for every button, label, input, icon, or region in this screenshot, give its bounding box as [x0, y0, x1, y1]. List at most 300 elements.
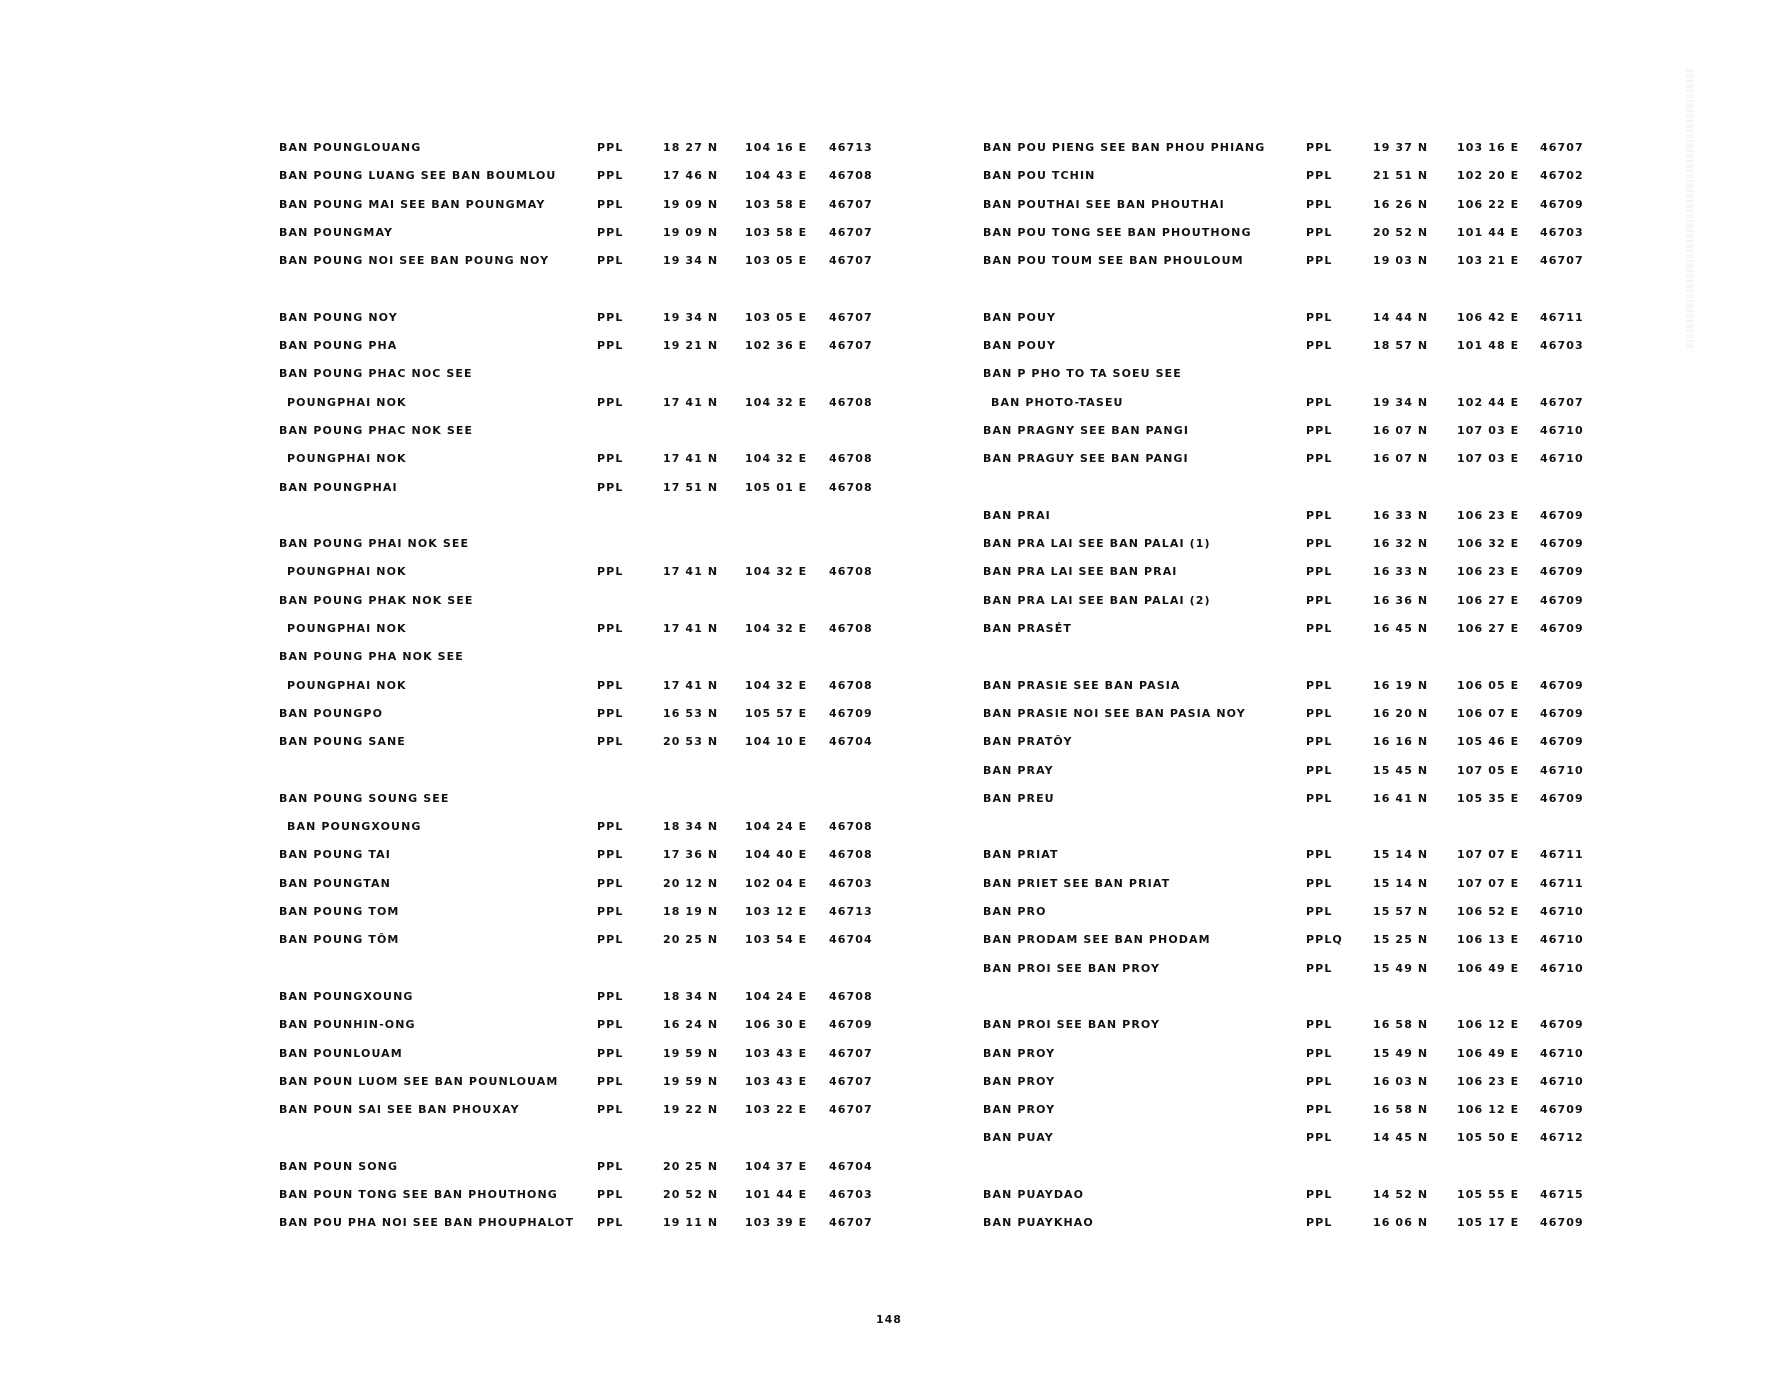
place-name: BAN PRO — [983, 905, 1047, 919]
map-code: 46709 — [1540, 706, 1584, 720]
map-code: 46711 — [1540, 310, 1584, 324]
gazetteer-entry — [983, 898, 1603, 926]
feature-type: PPL — [597, 1018, 624, 1032]
gazetteer-entry — [983, 700, 1603, 728]
latitude: 20 12 N — [663, 876, 719, 890]
map-code: 46707 — [829, 254, 873, 268]
feature-type: PPL — [1306, 452, 1333, 466]
map-code: 46709 — [1540, 565, 1584, 579]
longitude: 106 49 E — [1457, 1046, 1520, 1060]
gazetteer-entry — [983, 134, 1603, 162]
longitude: 104 40 E — [745, 848, 808, 862]
feature-type: PPL — [1306, 961, 1333, 975]
gazetteer-entry — [279, 134, 899, 162]
feature-type: PPL — [1306, 508, 1333, 522]
gazetteer-entry — [983, 672, 1603, 700]
gazetteer-entry — [279, 445, 899, 473]
blank-row — [983, 474, 1603, 502]
map-code: 46710 — [1540, 452, 1584, 466]
feature-type: PPL — [597, 905, 624, 919]
longitude: 106 13 E — [1457, 933, 1520, 947]
latitude: 16 07 N — [1373, 423, 1429, 437]
gazetteer-entry — [983, 247, 1603, 275]
map-code: 46703 — [829, 876, 873, 890]
gazetteer-entry — [279, 360, 899, 388]
gazetteer-entry — [983, 417, 1603, 445]
gazetteer-entry — [279, 1040, 899, 1068]
blank-row — [279, 1124, 899, 1152]
place-name: BAN PROY — [983, 1103, 1056, 1117]
gazetteer-entry — [279, 672, 899, 700]
latitude: 15 25 N — [1373, 933, 1429, 947]
map-code: 46708 — [829, 678, 873, 692]
place-name: BAN POUN SONG — [279, 1159, 399, 1173]
gazetteer-entry — [279, 332, 899, 360]
place-name: BAN POUNG PHAC NOK SEE — [279, 423, 474, 437]
longitude: 103 21 E — [1457, 254, 1520, 268]
latitude: 14 52 N — [1373, 1187, 1429, 1201]
place-name: BAN PROY — [983, 1074, 1056, 1088]
place-name: BAN PUAYDAO — [983, 1187, 1085, 1201]
feature-type: PPL — [1306, 622, 1333, 636]
feature-type: PPL — [1306, 169, 1333, 183]
gazetteer-entry — [279, 841, 899, 869]
place-name: BAN POUN SAI SEE BAN PHOUXAY — [279, 1103, 520, 1117]
map-code: 46709 — [1540, 197, 1584, 211]
longitude: 103 58 E — [745, 197, 808, 211]
place-name: BAN POUNGLOUANG — [279, 141, 422, 154]
right-column — [983, 134, 1603, 1238]
gazetteer-entry — [983, 926, 1603, 954]
gazetteer-entry — [279, 813, 899, 841]
blank-row — [279, 757, 899, 785]
latitude: 19 34 N — [663, 310, 719, 324]
latitude: 16 26 N — [1373, 197, 1429, 211]
feature-type: PPL — [597, 339, 624, 353]
place-name: BAN POUNG PHAC NOC SEE — [279, 367, 473, 381]
feature-type: PPL — [597, 1074, 624, 1088]
map-code: 46707 — [829, 1046, 873, 1060]
gazetteer-entry — [279, 926, 899, 954]
latitude: 20 25 N — [663, 933, 719, 947]
latitude: 18 34 N — [663, 820, 719, 834]
longitude: 103 39 E — [745, 1216, 808, 1230]
map-code: 46708 — [829, 848, 873, 862]
gazetteer-entry — [983, 1011, 1603, 1039]
latitude: 18 27 N — [663, 141, 719, 154]
gazetteer-entry — [279, 162, 899, 190]
longitude: 105 55 E — [1457, 1187, 1520, 1201]
gazetteer-entry — [983, 1124, 1603, 1152]
feature-type: PPL — [597, 197, 624, 211]
map-code: 46707 — [1540, 254, 1584, 268]
latitude: 16 41 N — [1373, 791, 1429, 805]
place-name: BAN POU TOUM SEE BAN PHOULOUM — [983, 254, 1244, 268]
feature-type: PPL — [1306, 1131, 1333, 1145]
longitude: 107 03 E — [1457, 452, 1520, 466]
feature-type: PPL — [597, 622, 624, 636]
longitude: 106 23 E — [1457, 565, 1520, 579]
gazetteer-entry — [279, 1209, 899, 1237]
longitude: 103 22 E — [745, 1103, 808, 1117]
longitude: 104 43 E — [745, 169, 808, 183]
longitude: 104 24 E — [745, 989, 808, 1003]
longitude: 102 04 E — [745, 876, 808, 890]
longitude: 106 12 E — [1457, 1103, 1520, 1117]
map-code: 46709 — [1540, 1103, 1584, 1117]
place-name: BAN PROI SEE BAN PROY — [983, 961, 1161, 975]
place-name: BAN POUNG LUANG SEE BAN BOUMLOU — [279, 169, 557, 183]
latitude: 20 25 N — [663, 1159, 719, 1173]
map-code: 46708 — [829, 622, 873, 636]
longitude: 105 46 E — [1457, 735, 1520, 749]
latitude: 16 33 N — [1373, 565, 1429, 579]
longitude: 102 36 E — [745, 339, 808, 353]
place-name: BAN POUTHAI SEE BAN PHOUTHAI — [983, 197, 1225, 211]
place-name: BAN PRIAT — [983, 848, 1059, 862]
latitude: 15 49 N — [1373, 961, 1429, 975]
map-code: 46707 — [829, 197, 873, 211]
map-code: 46708 — [829, 395, 873, 409]
place-name: BAN POUN LUOM SEE BAN POUNLOUAM — [279, 1074, 559, 1088]
feature-type: PPL — [1306, 763, 1333, 777]
longitude: 104 32 E — [745, 678, 808, 692]
latitude: 15 45 N — [1373, 763, 1429, 777]
place-name: POUNGPHAI NOK — [287, 395, 407, 409]
map-code: 46708 — [829, 480, 873, 494]
latitude: 16 16 N — [1373, 735, 1429, 749]
latitude: 20 52 N — [1373, 225, 1429, 239]
place-name: BAN P PHO TO TA SOEU SEE — [983, 367, 1182, 381]
place-name: BAN PRASIE SEE BAN PASIA — [983, 678, 1181, 692]
scan-artifact — [1686, 70, 1694, 350]
feature-type: PPL — [597, 876, 624, 890]
place-name: BAN PRAGNY SEE BAN PANGI — [983, 423, 1190, 437]
latitude: 15 14 N — [1373, 848, 1429, 862]
latitude: 19 22 N — [663, 1103, 719, 1117]
feature-type: PPL — [597, 735, 624, 749]
place-name: BAN PRASIE NOI SEE BAN PASIA NOY — [983, 706, 1246, 720]
latitude: 15 57 N — [1373, 905, 1429, 919]
longitude: 104 10 E — [745, 735, 808, 749]
longitude: 104 32 E — [745, 395, 808, 409]
longitude: 101 44 E — [1457, 225, 1520, 239]
latitude: 19 59 N — [663, 1046, 719, 1060]
gazetteer-entry — [983, 1096, 1603, 1124]
map-code: 46709 — [1540, 1216, 1584, 1230]
gazetteer-entry — [279, 615, 899, 643]
gazetteer-entry — [983, 955, 1603, 983]
feature-type: PPL — [1306, 141, 1333, 154]
map-code: 46710 — [1540, 933, 1584, 947]
feature-type: PPL — [1306, 310, 1333, 324]
gazetteer-entry — [279, 1011, 899, 1039]
longitude: 102 20 E — [1457, 169, 1520, 183]
feature-type: PPL — [1306, 1018, 1333, 1032]
place-name: BAN POU PHA NOI SEE BAN PHOUPHALOT — [279, 1216, 575, 1230]
latitude: 14 44 N — [1373, 310, 1429, 324]
place-name: BAN POUNG PHA NOK SEE — [279, 650, 464, 664]
map-code: 46708 — [829, 820, 873, 834]
gazetteer-entry — [279, 558, 899, 586]
longitude: 104 32 E — [745, 565, 808, 579]
place-name: BAN POUNG SANE — [279, 735, 406, 749]
longitude: 105 01 E — [745, 480, 808, 494]
map-code: 46707 — [829, 225, 873, 239]
map-code: 46708 — [829, 169, 873, 183]
latitude: 19 11 N — [663, 1216, 719, 1230]
gazetteer-entry — [279, 728, 899, 756]
place-name: BAN PUAYKHAO — [983, 1216, 1094, 1230]
gazetteer-entry — [983, 728, 1603, 756]
gazetteer-entry — [983, 558, 1603, 586]
blank-row — [983, 643, 1603, 671]
place-name: BAN POU TCHIN — [983, 169, 1096, 183]
place-name: BAN PRODAM SEE BAN PHODAM — [983, 933, 1211, 947]
place-name: BAN POUNG PHAI NOK SEE — [279, 537, 470, 551]
gazetteer-entry — [279, 870, 899, 898]
place-name: BAN POU PIENG SEE BAN PHOU PHIANG — [983, 141, 1266, 154]
map-code: 46710 — [1540, 905, 1584, 919]
map-code: 46710 — [1540, 1046, 1584, 1060]
place-name: BAN POUN TONG SEE BAN PHOUTHONG — [279, 1187, 558, 1201]
feature-type: PPL — [597, 933, 624, 947]
feature-type: PPL — [1306, 537, 1333, 551]
map-code: 46709 — [1540, 735, 1584, 749]
latitude: 15 14 N — [1373, 876, 1429, 890]
latitude: 20 52 N — [663, 1187, 719, 1201]
place-name: BAN PROY — [983, 1046, 1056, 1060]
feature-type: PPL — [597, 706, 624, 720]
longitude: 106 07 E — [1457, 706, 1520, 720]
latitude: 18 19 N — [663, 905, 719, 919]
map-code: 46709 — [829, 1018, 873, 1032]
longitude: 103 54 E — [745, 933, 808, 947]
latitude: 16 58 N — [1373, 1018, 1429, 1032]
place-name: BAN POUNG NOY — [279, 310, 398, 324]
place-name: BAN POUNG PHA — [279, 339, 398, 353]
latitude: 17 41 N — [663, 452, 719, 466]
place-name: BAN POUNGTAN — [279, 876, 391, 890]
longitude: 107 07 E — [1457, 848, 1520, 862]
gazetteer-entry — [983, 332, 1603, 360]
gazetteer-entry — [983, 587, 1603, 615]
longitude: 103 05 E — [745, 310, 808, 324]
map-code: 46710 — [1540, 961, 1584, 975]
gazetteer-entry — [983, 785, 1603, 813]
map-code: 46710 — [1540, 423, 1584, 437]
longitude: 103 58 E — [745, 225, 808, 239]
latitude: 17 51 N — [663, 480, 719, 494]
map-code: 46703 — [1540, 339, 1584, 353]
map-code: 46711 — [1540, 876, 1584, 890]
map-code: 46709 — [1540, 791, 1584, 805]
feature-type: PPL — [597, 310, 624, 324]
longitude: 106 22 E — [1457, 197, 1520, 211]
gazetteer-entry — [279, 983, 899, 1011]
longitude: 103 43 E — [745, 1074, 808, 1088]
feature-type: PPL — [597, 225, 624, 239]
longitude: 106 30 E — [745, 1018, 808, 1032]
latitude: 19 37 N — [1373, 141, 1429, 154]
longitude: 105 57 E — [745, 706, 808, 720]
latitude: 20 53 N — [663, 735, 719, 749]
longitude: 107 05 E — [1457, 763, 1520, 777]
gazetteer-entry — [279, 1096, 899, 1124]
place-name: BAN POUNG TOM — [279, 905, 400, 919]
feature-type: PPL — [597, 1046, 624, 1060]
feature-type: PPL — [597, 395, 624, 409]
latitude: 16 32 N — [1373, 537, 1429, 551]
gazetteer-entry — [279, 1068, 899, 1096]
gazetteer-entry — [983, 870, 1603, 898]
feature-type: PPL — [1306, 1103, 1333, 1117]
latitude: 16 53 N — [663, 706, 719, 720]
place-name: BAN POUNLOUAM — [279, 1046, 403, 1060]
place-name: BAN POUNGPO — [279, 706, 384, 720]
map-code: 46707 — [829, 1216, 873, 1230]
feature-type: PPL — [597, 1216, 624, 1230]
blank-row — [983, 1153, 1603, 1181]
place-name: BAN PRA LAI SEE BAN PRAI — [983, 565, 1178, 579]
longitude: 105 35 E — [1457, 791, 1520, 805]
map-code: 46703 — [829, 1187, 873, 1201]
place-name: BAN PHOTO-TASEU — [991, 395, 1124, 409]
map-code: 46708 — [829, 989, 873, 1003]
map-code: 46709 — [1540, 678, 1584, 692]
map-code: 46713 — [829, 905, 873, 919]
longitude: 106 52 E — [1457, 905, 1520, 919]
longitude: 103 43 E — [745, 1046, 808, 1060]
place-name: BAN POUNHIN-ONG — [279, 1018, 416, 1032]
longitude: 104 16 E — [745, 141, 808, 154]
feature-type: PPL — [597, 848, 624, 862]
place-name: BAN POUNG TAI — [279, 848, 391, 862]
longitude: 106 42 E — [1457, 310, 1520, 324]
map-code: 46707 — [829, 310, 873, 324]
place-name: BAN PRASÉT — [983, 622, 1072, 636]
feature-type: PPL — [597, 141, 624, 154]
feature-type: PPL — [1306, 1216, 1333, 1230]
blank-row — [279, 502, 899, 530]
feature-type: PPL — [1306, 339, 1333, 353]
map-code: 46703 — [1540, 225, 1584, 239]
left-column — [279, 134, 899, 1238]
feature-type: PPL — [1306, 678, 1333, 692]
place-name: BAN POUNGXOUNG — [279, 989, 414, 1003]
place-name: BAN PREU — [983, 791, 1055, 805]
longitude: 103 12 E — [745, 905, 808, 919]
map-code: 46707 — [829, 339, 873, 353]
latitude: 17 41 N — [663, 678, 719, 692]
gazetteer-entry — [279, 785, 899, 813]
longitude: 106 23 E — [1457, 508, 1520, 522]
map-code: 46707 — [829, 1103, 873, 1117]
place-name: BAN POUNGPHAI — [279, 480, 398, 494]
latitude: 18 34 N — [663, 989, 719, 1003]
latitude: 17 41 N — [663, 395, 719, 409]
place-name: POUNGPHAI NOK — [287, 452, 407, 466]
map-code: 46708 — [829, 565, 873, 579]
feature-type: PPL — [1306, 423, 1333, 437]
longitude: 105 50 E — [1457, 1131, 1520, 1145]
place-name: BAN PRA LAI SEE BAN PALAI (1) — [983, 537, 1211, 551]
map-code: 46702 — [1540, 169, 1584, 183]
latitude: 19 34 N — [663, 254, 719, 268]
latitude: 17 46 N — [663, 169, 719, 183]
place-name: BAN PRAY — [983, 763, 1054, 777]
latitude: 19 21 N — [663, 339, 719, 353]
longitude: 107 03 E — [1457, 423, 1520, 437]
gazetteer-entry — [983, 1040, 1603, 1068]
map-code: 46704 — [829, 1159, 873, 1173]
latitude: 16 33 N — [1373, 508, 1429, 522]
gazetteer-entry — [983, 841, 1603, 869]
gazetteer-entry — [983, 304, 1603, 332]
latitude: 19 03 N — [1373, 254, 1429, 268]
map-code: 46708 — [829, 452, 873, 466]
place-name: BAN POUY — [983, 339, 1057, 353]
place-name: BAN POUNG TÔM — [279, 933, 400, 947]
map-code: 46712 — [1540, 1131, 1584, 1145]
feature-type: PPL — [597, 169, 624, 183]
latitude: 16 24 N — [663, 1018, 719, 1032]
gazetteer-entry — [983, 1068, 1603, 1096]
longitude: 106 32 E — [1457, 537, 1520, 551]
gazetteer-entry — [279, 247, 899, 275]
blank-row — [983, 813, 1603, 841]
latitude: 16 19 N — [1373, 678, 1429, 692]
feature-type: PPL — [597, 678, 624, 692]
place-name: BAN PUAY — [983, 1131, 1054, 1145]
blank-row — [983, 275, 1603, 303]
latitude: 17 41 N — [663, 622, 719, 636]
longitude: 104 32 E — [745, 452, 808, 466]
longitude: 103 16 E — [1457, 141, 1520, 154]
gazetteer-entry — [279, 898, 899, 926]
latitude: 16 58 N — [1373, 1103, 1429, 1117]
latitude: 15 49 N — [1373, 1046, 1429, 1060]
map-code: 46710 — [1540, 763, 1584, 777]
latitude: 16 03 N — [1373, 1074, 1429, 1088]
feature-type: PPL — [1306, 735, 1333, 749]
place-name: POUNGPHAI NOK — [287, 622, 407, 636]
feature-type: PPL — [1306, 593, 1333, 607]
feature-type: PPL — [597, 480, 624, 494]
latitude: 16 45 N — [1373, 622, 1429, 636]
feature-type: PPL — [1306, 1046, 1333, 1060]
place-name: BAN PRIET SEE BAN PRIAT — [983, 876, 1171, 890]
gazetteer-entry — [279, 1153, 899, 1181]
longitude: 105 17 E — [1457, 1216, 1520, 1230]
gazetteer-entry — [279, 389, 899, 417]
longitude: 106 23 E — [1457, 1074, 1520, 1088]
gazetteer-entry — [983, 502, 1603, 530]
feature-type: PPL — [1306, 706, 1333, 720]
place-name: BAN PRA LAI SEE BAN PALAI (2) — [983, 593, 1211, 607]
longitude: 102 44 E — [1457, 395, 1520, 409]
gazetteer-entry — [983, 162, 1603, 190]
place-name: BAN POUNGMAY — [279, 225, 394, 239]
gazetteer-entry — [279, 474, 899, 502]
map-code: 46709 — [1540, 1018, 1584, 1032]
feature-type: PPL — [597, 1103, 624, 1117]
place-name: BAN PROI SEE BAN PROY — [983, 1018, 1161, 1032]
longitude: 106 12 E — [1457, 1018, 1520, 1032]
map-code: 46713 — [829, 141, 873, 154]
gazetteer-entry — [983, 1181, 1603, 1209]
gazetteer-entry — [279, 304, 899, 332]
